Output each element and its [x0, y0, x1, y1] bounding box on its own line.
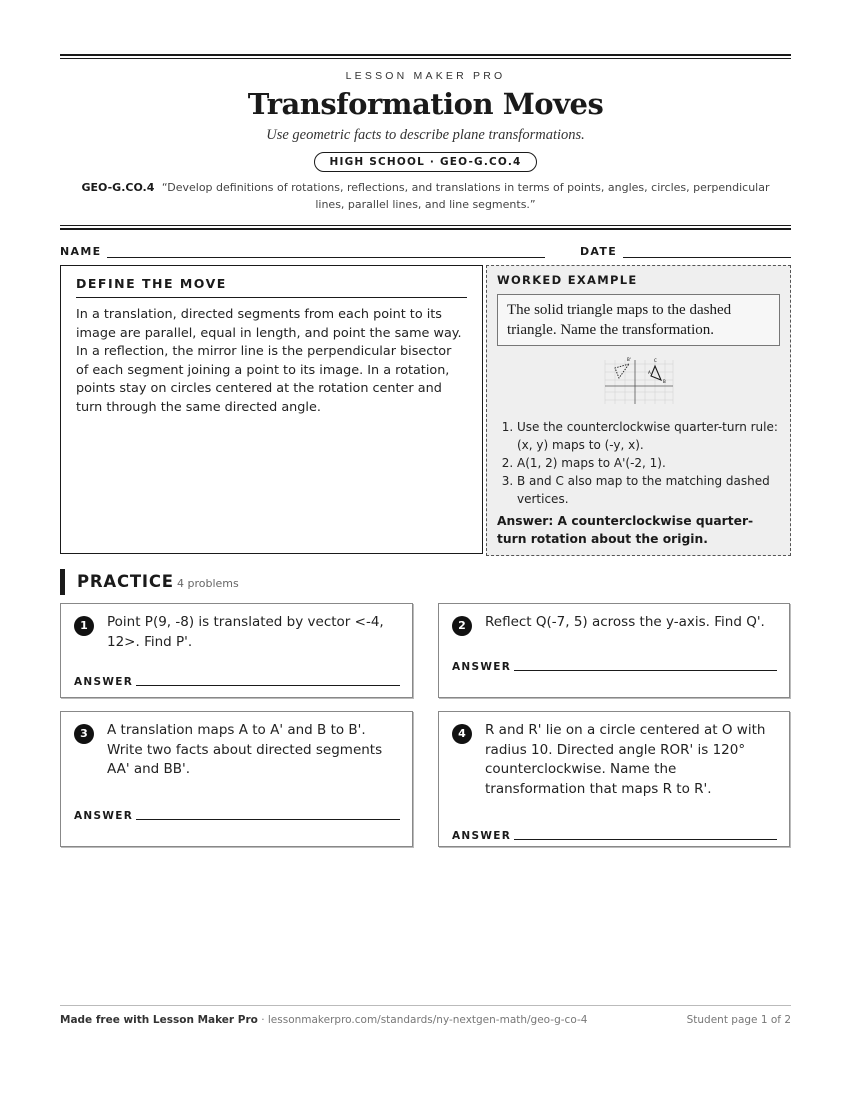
worked-example-heading: WORKED EXAMPLE: [497, 273, 638, 287]
dashed-triangle: [615, 364, 629, 378]
standard-description: [60, 179, 791, 213]
answer-field-1[interactable]: [136, 685, 400, 686]
answer-label: ANSWER: [452, 830, 512, 842]
coordinate-grid-figure: [603, 356, 675, 408]
step-item: 3. B and C also map to the matching dashed vertices.: [517, 472, 780, 508]
badge-wrap: [60, 150, 791, 172]
worked-example-prompt: The solid triangle maps to the dashed triangle. Name the transformation.: [497, 294, 780, 346]
answer-field-4[interactable]: [514, 839, 777, 840]
date-field[interactable]: [623, 257, 791, 258]
label-b: B: [662, 379, 666, 384]
define-the-move-box: [60, 265, 483, 554]
grade-standard-badge: HIGH SCHOOL · GEO-G.CO.4: [314, 152, 536, 172]
answer-field-2[interactable]: [514, 670, 777, 671]
practice-accent-bar: [60, 569, 65, 595]
name-label: NAME: [60, 244, 102, 258]
problem-text: Point P(9, -8) is translated by vector <-4, 12>. Find P'.: [107, 614, 384, 650]
problem-number-badge: 3: [74, 724, 94, 744]
footer-page-number: Student page 1 of 2: [686, 1014, 791, 1026]
step-item: 2. A(1, 2) maps to A'(-2, 1).: [517, 454, 780, 472]
date-label: DATE: [580, 244, 618, 258]
footer-made-with: Made free with Lesson Maker Pro: [60, 1014, 258, 1026]
worked-example-box: [486, 265, 791, 556]
problem-number-badge: 2: [452, 616, 472, 636]
problem-text: R and R' lie on a circle centered at O with radius 10. Directed angle ROR' is 120° counterclockwise. Name the transformation that maps R to R'.: [485, 722, 766, 797]
problem-text: Reflect Q(-7, 5) across the y-axis. Find Q'.: [485, 614, 765, 630]
page-subtitle: Use geometric facts to describe plane transformations.: [266, 126, 585, 143]
practice-count: 4 problems: [177, 577, 239, 590]
label-b-prime: B': [626, 357, 631, 362]
standard-text: “Develop definitions of rotations, reflections, and translations in terms of points, angles, circles, perpendicular lines, parallel lines, and line segments.”: [161, 180, 770, 211]
answer-label: ANSWER: [452, 661, 512, 673]
header-bottom-rule: [60, 225, 791, 230]
problem-number-badge: 1: [74, 616, 94, 636]
page-title: Transformation Moves: [247, 87, 604, 121]
standard-code: GEO-G.CO.4: [81, 180, 155, 194]
label-c: C: [653, 358, 657, 363]
problem-card-1: [60, 603, 413, 698]
answer-label: ANSWER: [74, 810, 134, 822]
brand-name: LESSON MAKER PRO: [345, 70, 506, 82]
practice-heading: PRACTICE: [77, 572, 174, 591]
solid-triangle: [651, 366, 661, 380]
problem-card-4: [438, 711, 790, 847]
problem-text: A translation maps A to A' and B to B'. Write two facts about directed segments AA' and BB'.: [107, 722, 383, 777]
problem-number-badge: 4: [452, 724, 472, 744]
footer-url[interactable]: · lessonmakerpro.com/standards/ny-nextgen-math/geo-g-co-4: [257, 1014, 588, 1026]
problem-card-3: [60, 711, 413, 847]
worked-example-answer: Answer: A counterclockwise quarter-turn rotation about the origin.: [497, 514, 754, 546]
name-date-row: [60, 238, 791, 268]
header-top-rule: [60, 54, 791, 59]
worked-example-steps: [497, 418, 780, 508]
answer-label: ANSWER: [74, 676, 134, 688]
page-footer: [60, 1005, 791, 1026]
worksheet-page: [60, 54, 791, 842]
name-field[interactable]: [107, 257, 545, 258]
define-heading: DEFINE THE MOVE: [76, 276, 467, 298]
problem-card-2: [438, 603, 790, 698]
answer-field-3[interactable]: [136, 819, 400, 820]
define-body: In a translation, directed segments from each point to its image are parallel, equal in length, and point the same way. In a reflection, the mirror line is the perpendicular bisector of each segment joining a point to its image. In a rotation, points stay on circles centered at the rotation center and turn through the same directed angle.: [76, 307, 462, 415]
step-item: 1. Use the counterclockwise quarter-turn rule: (x, y) maps to (-y, x).: [517, 418, 780, 454]
label-a: A: [647, 370, 651, 375]
